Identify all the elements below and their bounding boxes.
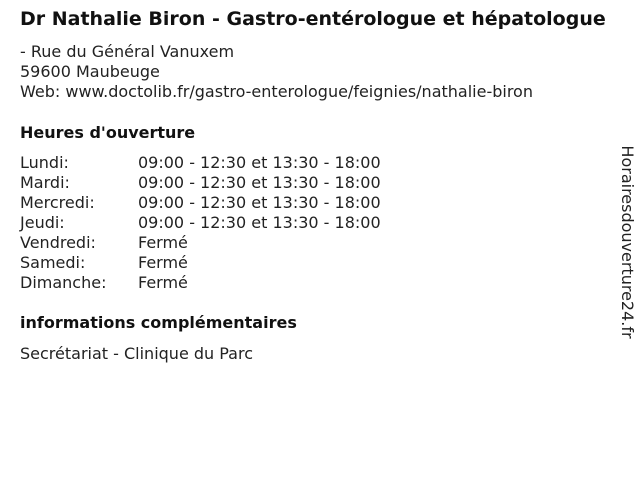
- hours-heading: Heures d'ouverture: [20, 123, 196, 142]
- info-text: Secrétariat - Clinique du Parc: [20, 344, 254, 363]
- day-label: Dimanche:: [20, 273, 107, 292]
- listing-content: [20, 8, 610, 364]
- opening-hours-table: [20, 153, 381, 293]
- day-label: Mercredi:: [20, 193, 95, 212]
- site-watermark: Horairesdouverture24.fr: [618, 145, 637, 339]
- day-label: Lundi:: [20, 153, 69, 172]
- address-web: Web: www.doctolib.fr/gastro-enterologue/feignies/nathalie-biron: [20, 82, 533, 101]
- hours-row: [20, 273, 381, 293]
- hours-value: Fermé: [138, 273, 188, 292]
- address-street: - Rue du Général Vanuxem: [20, 42, 235, 61]
- hours-row: [20, 153, 381, 173]
- day-label: Mardi:: [20, 173, 70, 192]
- hours-row: [20, 173, 381, 193]
- hours-value: 09:00 - 12:30 et 13:30 - 18:00: [138, 213, 381, 232]
- hours-value: 09:00 - 12:30 et 13:30 - 18:00: [138, 193, 381, 212]
- hours-row: [20, 213, 381, 233]
- hours-value: Fermé: [138, 233, 188, 252]
- hours-row: [20, 193, 381, 213]
- day-label: Samedi:: [20, 253, 86, 272]
- hours-value: 09:00 - 12:30 et 13:30 - 18:00: [138, 153, 381, 172]
- address-city: 59600 Maubeuge: [20, 62, 160, 81]
- hours-value: Fermé: [138, 253, 188, 272]
- day-label: Vendredi:: [20, 233, 96, 252]
- info-heading: informations complémentaires: [20, 313, 297, 332]
- day-label: Jeudi:: [20, 213, 65, 232]
- hours-row: [20, 253, 381, 273]
- page-title: Dr Nathalie Biron - Gastro-entérologue et hépatologue: [20, 8, 606, 30]
- address-block: [20, 42, 610, 102]
- hours-row: [20, 233, 381, 253]
- hours-value: 09:00 - 12:30 et 13:30 - 18:00: [138, 173, 381, 192]
